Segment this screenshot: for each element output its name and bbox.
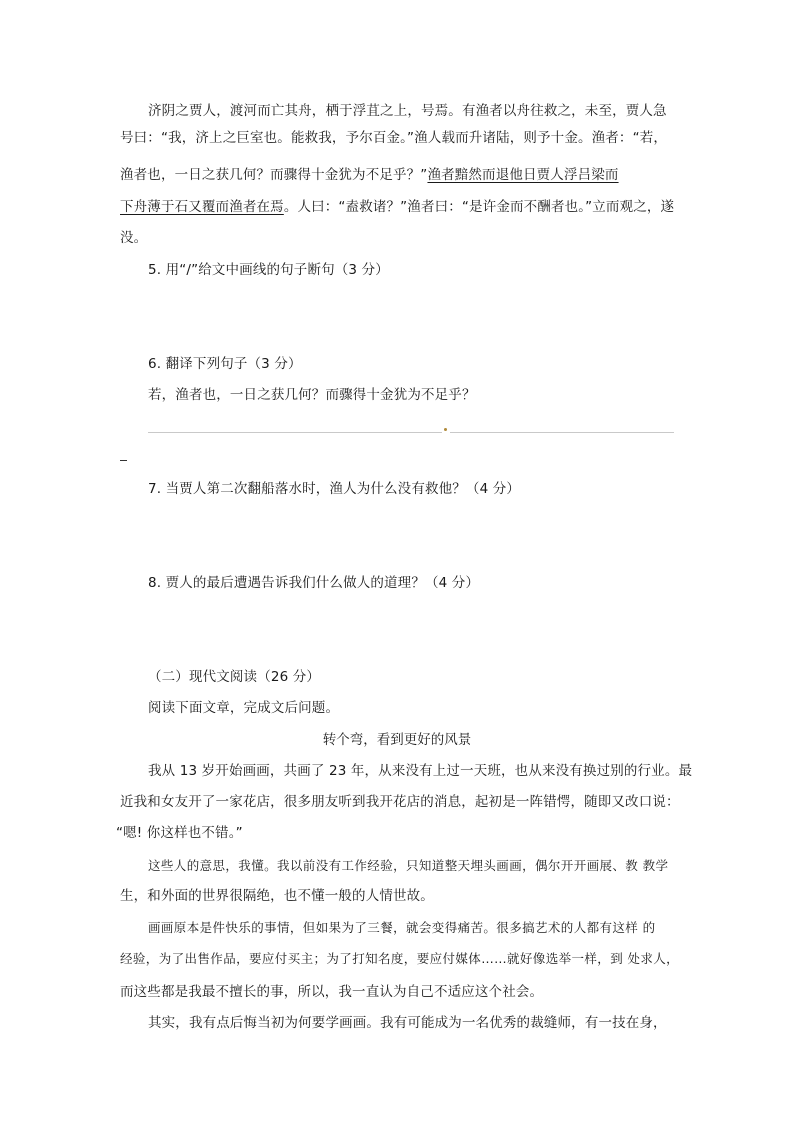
- passage-line-5: 没。: [120, 230, 148, 246]
- underlined-sentence-part-2: 下舟薄于石又覆而渔者在焉: [120, 199, 284, 215]
- article-title: 转个弯，看到更好的风景: [322, 732, 472, 748]
- passage-line-1: 济阴之贾人，渡河而亡其舟，栖于浮苴之上，号焉。有渔者以舟往救之，未至，贾人急: [148, 103, 667, 119]
- question-8: 8. 贾人的最后遭遇告诉我们什么做人的道理？（4 分）: [148, 575, 480, 591]
- question-7: 7. 当贾人第二次翻船落水时，渔人为什么没有救他？（4 分）: [148, 481, 521, 497]
- paragraph-2-line-1: 这些人的意思，我懂。我以前没有工作经验，只知道整天埋头画画，偶尔开开画展、教 教学: [148, 858, 669, 873]
- answer-line-dot: [444, 428, 447, 431]
- paragraph-1-line-3: “嗯! 你这样也不错。”: [116, 825, 243, 841]
- section-heading: （二）现代文阅读（26 分）: [148, 669, 321, 685]
- underlined-sentence-part-1: 渔者黯然而退他日贾人浮吕梁而: [427, 167, 619, 183]
- paragraph-3-line-1: 画画原本是件快乐的事情，但如果为了三餐，就会变得痛苦。很多搞艺术的人都有这样 的: [148, 920, 656, 935]
- paragraph-1-line-1: 我从 13 岁开始画画，共画了 23 年，从来没有上过一天班，也从来没有换过别的行业。最: [148, 763, 693, 779]
- paragraph-2-line-2: 生，和外面的世界很隔绝，也不懂一般的人情世故。: [120, 888, 434, 904]
- paragraph-4-line-1: 其实，我有点后悔当初为何要学画画。我有可能成为一名优秀的裁缝师，有一技在身，: [148, 1015, 667, 1031]
- answer-line-left: [148, 432, 442, 433]
- paragraph-1-line-2: 近我和女友开了一家花店，很多朋友听到我开花店的消息，起初是一阵错愕，随即又改口说：: [120, 794, 680, 810]
- question-5: 5. 用“/”给文中画线的句子断句（3 分）: [148, 262, 389, 278]
- section-instruction: 阅读下面文章，完成文后问题。: [148, 700, 340, 716]
- passage-line-3: [120, 165, 680, 185]
- paragraph-3-line-3: 而这些都是我最不擅长的事，所以，我一直认为自己不适应这个社会。: [120, 984, 544, 1000]
- answer-dash: [120, 460, 127, 461]
- paragraph-3-line-2: 经验，为了出售作品，要应付买主；为了打知名度，要应付媒体……就好像选举一样，到 处求人，: [120, 951, 680, 966]
- passage-line-4: [120, 197, 680, 217]
- passage-line-3-plain: 渔者也，一日之获几何？而骤得十金犹为不足乎？”: [120, 167, 428, 183]
- answer-line-right: [450, 432, 674, 433]
- question-6-sentence: 若，渔者也，一日之获几何？而骤得十金犹为不足乎？: [148, 387, 476, 403]
- question-6: 6. 翻译下列句子（3 分）: [148, 356, 302, 372]
- passage-line-4-plain: 。人曰：“盍救诸？”渔者曰：“是许金而不酬者也。”立而观之，遂: [283, 199, 675, 215]
- passage-line-2: 号曰：“我，济上之巨室也。能救我，予尔百金。”渔人载而升诸陆，则予十金。渔者：“若，: [120, 130, 668, 146]
